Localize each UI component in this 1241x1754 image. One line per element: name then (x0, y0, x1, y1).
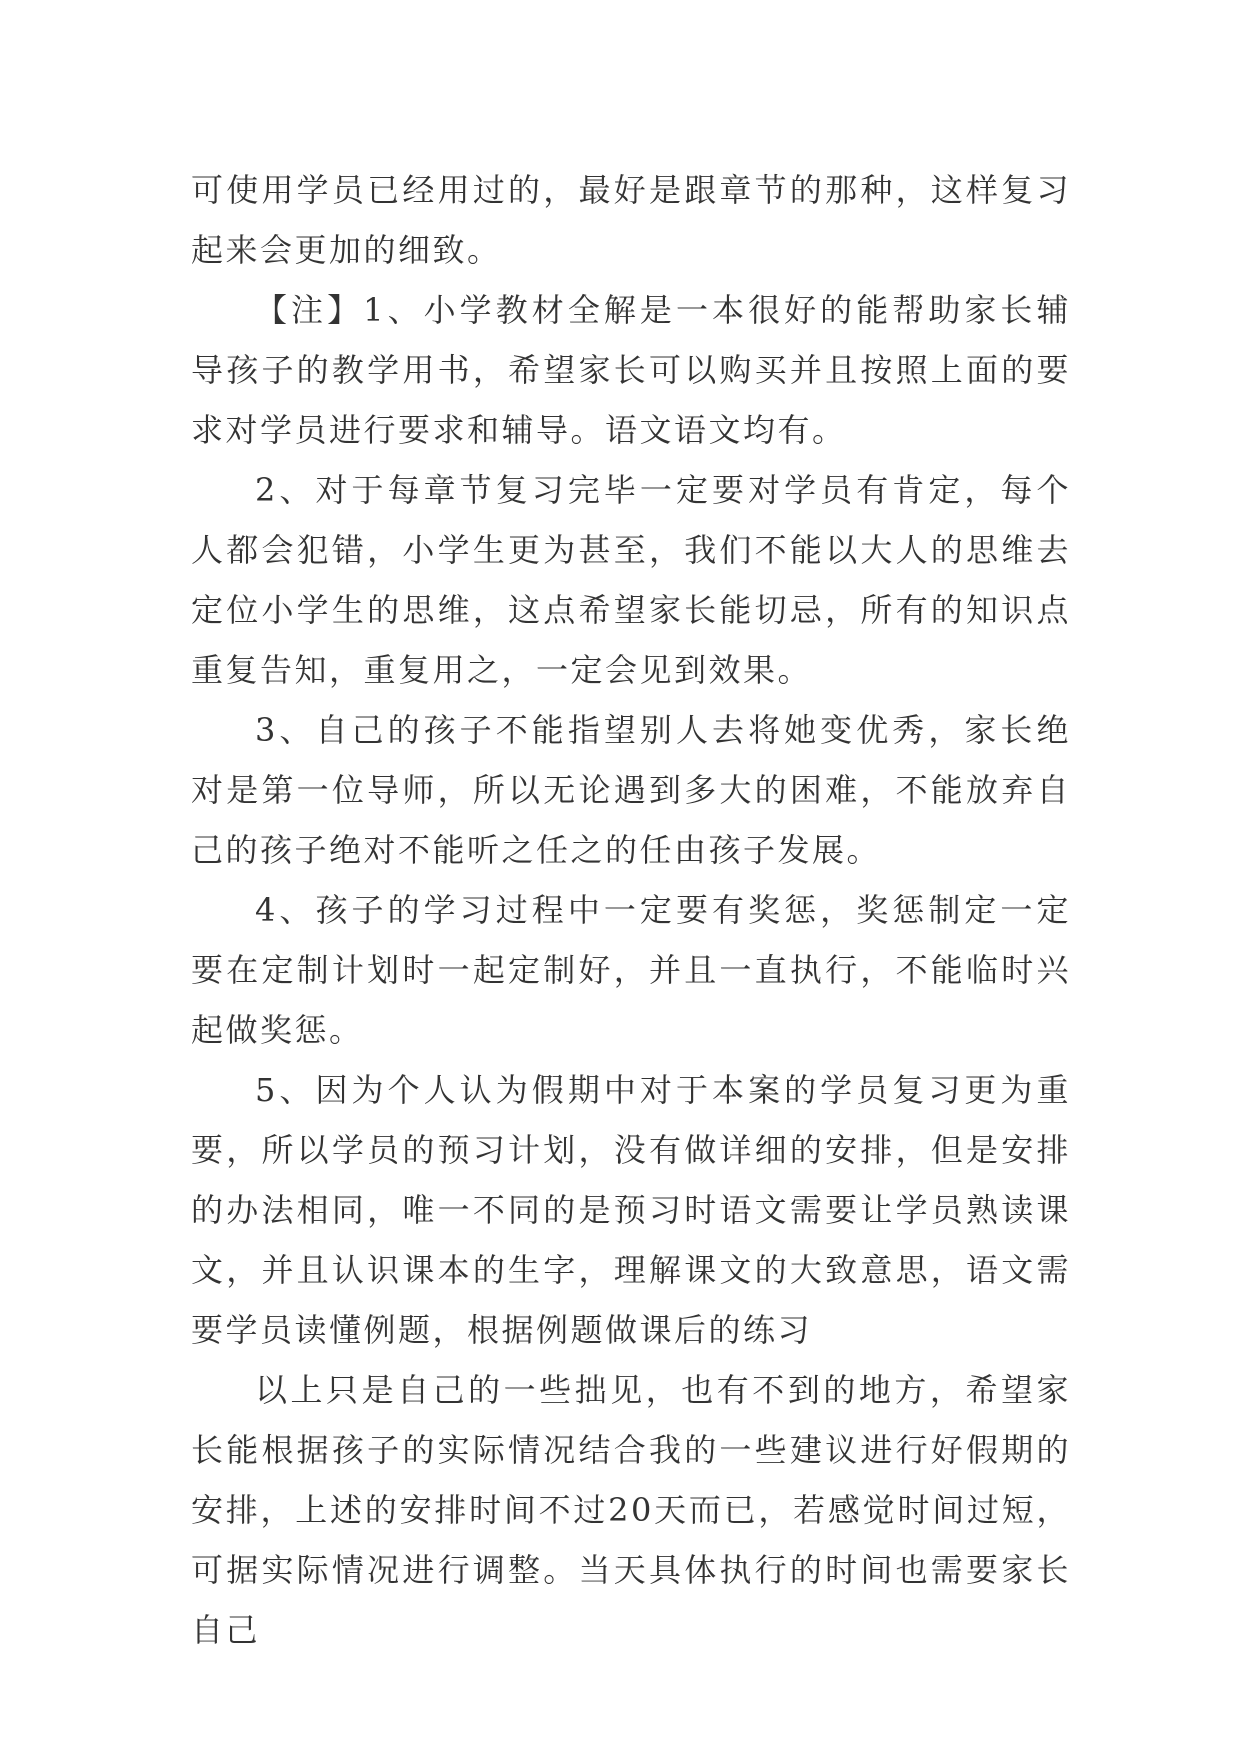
paragraph-closing: 以上只是自己的一些拙见，也有不到的地方，希望家长能根据孩子的实际情况结合我的一些建议进行好假期的安排，上述的安排时间不过20天而已，若感觉时间过短，可据实际情况进行调整。当天具体执行的时间也需要家长自己 (191, 1371, 1071, 1649)
paragraph-note-1: 【注】1、小学教材全解是一本很好的能帮助家长辅导孩子的教学用书，希望家长可以购买并且按照上面的要求对学员进行要求和辅导。语文语文均有。 (191, 291, 1071, 449)
paragraph-continuation: 可使用学员已经用过的，最好是跟章节的那种，这样复习起来会更加的细致。 (191, 171, 1071, 269)
paragraph-note-4: 4、孩子的学习过程中一定要有奖惩，奖惩制定一定要在定制计划时一起定制好，并且一直执行，不能临时兴起做奖惩。 (191, 891, 1071, 1049)
paragraph-note-3: 3、自己的孩子不能指望别人去将她变优秀，家长绝对是第一位导师，所以无论遇到多大的困难，不能放弃自己的孩子绝对不能听之任之的任由孩子发展。 (191, 711, 1071, 869)
document-body (191, 160, 1071, 1660)
paragraph-note-2: 2、对于每章节复习完毕一定要对学员有肯定，每个人都会犯错，小学生更为甚至，我们不能以大人的思维去定位小学生的思维，这点希望家长能切忌，所有的知识点重复告知，重复用之，一定会见到效果。 (191, 471, 1071, 689)
paragraph-note-5: 5、因为个人认为假期中对于本案的学员复习更为重要，所以学员的预习计划，没有做详细的安排，但是安排的办法相同，唯一不同的是预习时语文需要让学员熟读课文，并且认识课本的生字，理解课文的大致意思，语文需要学员读懂例题，根据例题做课后的练习 (191, 1071, 1071, 1349)
